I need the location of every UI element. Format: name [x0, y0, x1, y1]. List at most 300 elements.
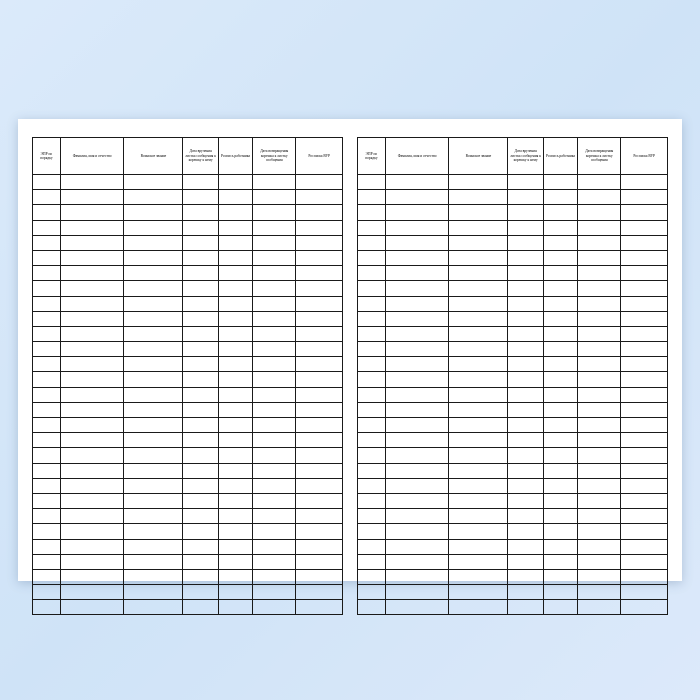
- table-cell[interactable]: [578, 509, 621, 524]
- table-cell[interactable]: [218, 387, 252, 402]
- table-cell[interactable]: [218, 554, 252, 569]
- table-cell[interactable]: [543, 524, 577, 539]
- table-cell[interactable]: [124, 266, 183, 281]
- table-cell[interactable]: [578, 448, 621, 463]
- table-cell[interactable]: [385, 235, 449, 250]
- table-row[interactable]: [358, 311, 668, 326]
- table-cell[interactable]: [296, 387, 343, 402]
- table-cell[interactable]: [543, 372, 577, 387]
- table-row[interactable]: [358, 448, 668, 463]
- table-cell[interactable]: [253, 524, 296, 539]
- table-cell[interactable]: [358, 433, 386, 448]
- table-row[interactable]: [358, 266, 668, 281]
- table-cell[interactable]: [449, 433, 508, 448]
- table-cell[interactable]: [578, 402, 621, 417]
- table-cell[interactable]: [253, 296, 296, 311]
- table-cell[interactable]: [60, 326, 124, 341]
- table-cell[interactable]: [621, 539, 668, 554]
- table-cell[interactable]: [449, 418, 508, 433]
- table-cell[interactable]: [543, 311, 577, 326]
- table-cell[interactable]: [33, 600, 61, 615]
- table-cell[interactable]: [60, 554, 124, 569]
- table-row[interactable]: [358, 326, 668, 341]
- table-cell[interactable]: [218, 281, 252, 296]
- table-cell[interactable]: [218, 326, 252, 341]
- table-cell[interactable]: [508, 235, 544, 250]
- table-cell[interactable]: [621, 357, 668, 372]
- table-cell[interactable]: [218, 250, 252, 265]
- table-cell[interactable]: [578, 539, 621, 554]
- table-cell[interactable]: [543, 493, 577, 508]
- table-cell[interactable]: [218, 433, 252, 448]
- table-cell[interactable]: [449, 175, 508, 190]
- table-cell[interactable]: [218, 600, 252, 615]
- table-cell[interactable]: [358, 190, 386, 205]
- table-cell[interactable]: [508, 326, 544, 341]
- table-cell[interactable]: [385, 554, 449, 569]
- table-cell[interactable]: [33, 463, 61, 478]
- table-row[interactable]: [33, 266, 343, 281]
- table-cell[interactable]: [124, 175, 183, 190]
- table-cell[interactable]: [449, 357, 508, 372]
- table-cell[interactable]: [183, 205, 219, 220]
- table-row[interactable]: [358, 342, 668, 357]
- table-cell[interactable]: [33, 235, 61, 250]
- table-cell[interactable]: [124, 493, 183, 508]
- table-cell[interactable]: [253, 250, 296, 265]
- table-cell[interactable]: [253, 357, 296, 372]
- table-row[interactable]: [358, 402, 668, 417]
- table-cell[interactable]: [385, 448, 449, 463]
- table-cell[interactable]: [385, 205, 449, 220]
- table-cell[interactable]: [508, 357, 544, 372]
- table-cell[interactable]: [358, 509, 386, 524]
- table-row[interactable]: [33, 569, 343, 584]
- table-cell[interactable]: [621, 524, 668, 539]
- table-row[interactable]: [33, 175, 343, 190]
- table-cell[interactable]: [578, 190, 621, 205]
- table-row[interactable]: [33, 387, 343, 402]
- table-cell[interactable]: [183, 524, 219, 539]
- table-cell[interactable]: [33, 387, 61, 402]
- table-cell[interactable]: [578, 357, 621, 372]
- table-cell[interactable]: [385, 175, 449, 190]
- table-cell[interactable]: [449, 266, 508, 281]
- table-cell[interactable]: [183, 478, 219, 493]
- table-cell[interactable]: [449, 600, 508, 615]
- table-cell[interactable]: [60, 296, 124, 311]
- table-cell[interactable]: [621, 296, 668, 311]
- table-cell[interactable]: [578, 554, 621, 569]
- table-cell[interactable]: [183, 585, 219, 600]
- table-row[interactable]: [33, 296, 343, 311]
- table-cell[interactable]: [296, 296, 343, 311]
- table-cell[interactable]: [124, 448, 183, 463]
- table-cell[interactable]: [33, 493, 61, 508]
- table-cell[interactable]: [385, 509, 449, 524]
- table-cell[interactable]: [183, 326, 219, 341]
- table-cell[interactable]: [449, 372, 508, 387]
- table-row[interactable]: [33, 433, 343, 448]
- table-cell[interactable]: [124, 387, 183, 402]
- table-cell[interactable]: [124, 311, 183, 326]
- table-cell[interactable]: [296, 190, 343, 205]
- table-row[interactable]: [33, 342, 343, 357]
- table-cell[interactable]: [385, 266, 449, 281]
- table-cell[interactable]: [508, 448, 544, 463]
- table-cell[interactable]: [543, 585, 577, 600]
- table-cell[interactable]: [578, 493, 621, 508]
- table-cell[interactable]: [183, 418, 219, 433]
- table-cell[interactable]: [508, 600, 544, 615]
- table-cell[interactable]: [296, 418, 343, 433]
- table-cell[interactable]: [385, 250, 449, 265]
- table-cell[interactable]: [543, 402, 577, 417]
- table-cell[interactable]: [508, 569, 544, 584]
- table-cell[interactable]: [578, 600, 621, 615]
- table-cell[interactable]: [296, 372, 343, 387]
- table-cell[interactable]: [578, 266, 621, 281]
- table-cell[interactable]: [183, 235, 219, 250]
- table-cell[interactable]: [60, 205, 124, 220]
- table-cell[interactable]: [124, 569, 183, 584]
- table-cell[interactable]: [508, 524, 544, 539]
- table-row[interactable]: [33, 326, 343, 341]
- table-cell[interactable]: [508, 387, 544, 402]
- table-row[interactable]: [358, 418, 668, 433]
- table-cell[interactable]: [183, 190, 219, 205]
- table-cell[interactable]: [218, 569, 252, 584]
- table-cell[interactable]: [578, 205, 621, 220]
- table-cell[interactable]: [124, 296, 183, 311]
- table-cell[interactable]: [296, 326, 343, 341]
- table-cell[interactable]: [124, 281, 183, 296]
- table-cell[interactable]: [218, 296, 252, 311]
- table-cell[interactable]: [296, 357, 343, 372]
- table-cell[interactable]: [385, 402, 449, 417]
- table-cell[interactable]: [449, 342, 508, 357]
- table-cell[interactable]: [253, 433, 296, 448]
- table-cell[interactable]: [33, 478, 61, 493]
- table-cell[interactable]: [358, 585, 386, 600]
- table-row[interactable]: [358, 205, 668, 220]
- table-cell[interactable]: [218, 493, 252, 508]
- table-cell[interactable]: [183, 220, 219, 235]
- table-cell[interactable]: [621, 190, 668, 205]
- table-cell[interactable]: [578, 342, 621, 357]
- table-cell[interactable]: [621, 342, 668, 357]
- table-cell[interactable]: [253, 387, 296, 402]
- table-cell[interactable]: [543, 342, 577, 357]
- table-cell[interactable]: [621, 205, 668, 220]
- table-cell[interactable]: [60, 493, 124, 508]
- table-cell[interactable]: [578, 296, 621, 311]
- table-cell[interactable]: [296, 205, 343, 220]
- table-cell[interactable]: [33, 569, 61, 584]
- table-cell[interactable]: [183, 387, 219, 402]
- table-cell[interactable]: [358, 463, 386, 478]
- table-cell[interactable]: [449, 539, 508, 554]
- table-cell[interactable]: [358, 326, 386, 341]
- table-cell[interactable]: [253, 402, 296, 417]
- table-cell[interactable]: [253, 600, 296, 615]
- table-cell[interactable]: [33, 205, 61, 220]
- table-row[interactable]: [33, 585, 343, 600]
- table-cell[interactable]: [296, 433, 343, 448]
- table-cell[interactable]: [449, 281, 508, 296]
- table-cell[interactable]: [358, 493, 386, 508]
- table-cell[interactable]: [385, 190, 449, 205]
- table-cell[interactable]: [296, 600, 343, 615]
- table-cell[interactable]: [124, 357, 183, 372]
- table-cell[interactable]: [253, 281, 296, 296]
- table-row[interactable]: [358, 554, 668, 569]
- table-cell[interactable]: [60, 585, 124, 600]
- table-cell[interactable]: [60, 357, 124, 372]
- table-cell[interactable]: [33, 418, 61, 433]
- table-cell[interactable]: [578, 524, 621, 539]
- table-cell[interactable]: [253, 266, 296, 281]
- table-cell[interactable]: [33, 326, 61, 341]
- table-cell[interactable]: [621, 281, 668, 296]
- table-cell[interactable]: [508, 585, 544, 600]
- table-row[interactable]: [358, 372, 668, 387]
- table-cell[interactable]: [60, 372, 124, 387]
- table-cell[interactable]: [183, 311, 219, 326]
- table-cell[interactable]: [621, 372, 668, 387]
- table-cell[interactable]: [543, 600, 577, 615]
- table-cell[interactable]: [296, 220, 343, 235]
- table-cell[interactable]: [621, 448, 668, 463]
- table-cell[interactable]: [183, 281, 219, 296]
- table-cell[interactable]: [124, 600, 183, 615]
- table-cell[interactable]: [33, 539, 61, 554]
- table-cell[interactable]: [296, 539, 343, 554]
- table-cell[interactable]: [508, 418, 544, 433]
- table-cell[interactable]: [358, 281, 386, 296]
- table-cell[interactable]: [543, 326, 577, 341]
- table-cell[interactable]: [33, 250, 61, 265]
- table-cell[interactable]: [183, 372, 219, 387]
- table-cell[interactable]: [60, 266, 124, 281]
- table-cell[interactable]: [218, 235, 252, 250]
- table-cell[interactable]: [60, 190, 124, 205]
- table-cell[interactable]: [508, 493, 544, 508]
- table-cell[interactable]: [621, 493, 668, 508]
- table-cell[interactable]: [358, 266, 386, 281]
- table-cell[interactable]: [508, 266, 544, 281]
- table-cell[interactable]: [358, 250, 386, 265]
- table-cell[interactable]: [578, 585, 621, 600]
- table-cell[interactable]: [33, 190, 61, 205]
- table-cell[interactable]: [578, 220, 621, 235]
- table-cell[interactable]: [621, 311, 668, 326]
- table-cell[interactable]: [449, 585, 508, 600]
- table-cell[interactable]: [253, 342, 296, 357]
- table-cell[interactable]: [60, 311, 124, 326]
- table-cell[interactable]: [543, 554, 577, 569]
- table-row[interactable]: [33, 357, 343, 372]
- table-row[interactable]: [33, 281, 343, 296]
- table-cell[interactable]: [508, 205, 544, 220]
- table-cell[interactable]: [578, 478, 621, 493]
- table-cell[interactable]: [621, 554, 668, 569]
- table-cell[interactable]: [60, 478, 124, 493]
- table-cell[interactable]: [124, 205, 183, 220]
- table-cell[interactable]: [449, 569, 508, 584]
- table-row[interactable]: [358, 509, 668, 524]
- table-cell[interactable]: [33, 175, 61, 190]
- table-cell[interactable]: [60, 600, 124, 615]
- table-cell[interactable]: [543, 418, 577, 433]
- table-cell[interactable]: [621, 433, 668, 448]
- table-cell[interactable]: [60, 250, 124, 265]
- table-row[interactable]: [33, 418, 343, 433]
- table-cell[interactable]: [358, 220, 386, 235]
- table-cell[interactable]: [253, 205, 296, 220]
- table-cell[interactable]: [296, 311, 343, 326]
- table-cell[interactable]: [183, 250, 219, 265]
- table-cell[interactable]: [449, 250, 508, 265]
- table-cell[interactable]: [296, 509, 343, 524]
- table-row[interactable]: [33, 220, 343, 235]
- table-row[interactable]: [33, 250, 343, 265]
- table-cell[interactable]: [385, 296, 449, 311]
- table-cell[interactable]: [253, 554, 296, 569]
- table-cell[interactable]: [253, 478, 296, 493]
- table-cell[interactable]: [358, 539, 386, 554]
- table-cell[interactable]: [385, 493, 449, 508]
- table-cell[interactable]: [33, 281, 61, 296]
- table-cell[interactable]: [183, 554, 219, 569]
- table-cell[interactable]: [253, 372, 296, 387]
- table-cell[interactable]: [218, 539, 252, 554]
- table-cell[interactable]: [578, 372, 621, 387]
- table-cell[interactable]: [183, 357, 219, 372]
- table-row[interactable]: [358, 190, 668, 205]
- table-cell[interactable]: [385, 585, 449, 600]
- table-cell[interactable]: [296, 402, 343, 417]
- table-cell[interactable]: [621, 418, 668, 433]
- table-cell[interactable]: [449, 220, 508, 235]
- table-cell[interactable]: [578, 235, 621, 250]
- table-cell[interactable]: [449, 493, 508, 508]
- table-cell[interactable]: [543, 387, 577, 402]
- table-cell[interactable]: [296, 463, 343, 478]
- table-cell[interactable]: [253, 448, 296, 463]
- table-row[interactable]: [358, 281, 668, 296]
- table-cell[interactable]: [385, 372, 449, 387]
- table-cell[interactable]: [543, 569, 577, 584]
- table-cell[interactable]: [543, 448, 577, 463]
- table-row[interactable]: [33, 554, 343, 569]
- table-cell[interactable]: [621, 250, 668, 265]
- table-cell[interactable]: [358, 372, 386, 387]
- table-cell[interactable]: [449, 554, 508, 569]
- table-cell[interactable]: [124, 250, 183, 265]
- table-cell[interactable]: [508, 478, 544, 493]
- table-cell[interactable]: [358, 524, 386, 539]
- table-cell[interactable]: [60, 235, 124, 250]
- table-cell[interactable]: [218, 311, 252, 326]
- table-cell[interactable]: [543, 539, 577, 554]
- table-cell[interactable]: [385, 326, 449, 341]
- table-cell[interactable]: [508, 463, 544, 478]
- table-cell[interactable]: [578, 311, 621, 326]
- table-cell[interactable]: [358, 311, 386, 326]
- table-cell[interactable]: [253, 585, 296, 600]
- table-cell[interactable]: [60, 539, 124, 554]
- table-cell[interactable]: [508, 509, 544, 524]
- table-cell[interactable]: [296, 235, 343, 250]
- table-row[interactable]: [33, 600, 343, 615]
- table-cell[interactable]: [543, 250, 577, 265]
- table-cell[interactable]: [578, 569, 621, 584]
- table-cell[interactable]: [385, 433, 449, 448]
- table-cell[interactable]: [296, 175, 343, 190]
- table-cell[interactable]: [296, 585, 343, 600]
- table-cell[interactable]: [124, 418, 183, 433]
- table-cell[interactable]: [60, 509, 124, 524]
- table-cell[interactable]: [218, 524, 252, 539]
- table-cell[interactable]: [358, 387, 386, 402]
- table-cell[interactable]: [449, 296, 508, 311]
- table-cell[interactable]: [621, 387, 668, 402]
- table-cell[interactable]: [33, 311, 61, 326]
- table-cell[interactable]: [218, 402, 252, 417]
- table-cell[interactable]: [218, 418, 252, 433]
- table-row[interactable]: [358, 524, 668, 539]
- table-cell[interactable]: [60, 569, 124, 584]
- table-cell[interactable]: [385, 463, 449, 478]
- table-row[interactable]: [358, 569, 668, 584]
- table-cell[interactable]: [543, 220, 577, 235]
- table-cell[interactable]: [449, 509, 508, 524]
- table-cell[interactable]: [508, 539, 544, 554]
- table-cell[interactable]: [358, 569, 386, 584]
- table-cell[interactable]: [358, 296, 386, 311]
- table-cell[interactable]: [183, 600, 219, 615]
- table-row[interactable]: [33, 372, 343, 387]
- table-cell[interactable]: [358, 235, 386, 250]
- table-cell[interactable]: [218, 448, 252, 463]
- table-cell[interactable]: [253, 311, 296, 326]
- table-cell[interactable]: [385, 220, 449, 235]
- table-cell[interactable]: [621, 326, 668, 341]
- table-cell[interactable]: [621, 585, 668, 600]
- table-row[interactable]: [358, 220, 668, 235]
- table-cell[interactable]: [385, 418, 449, 433]
- table-cell[interactable]: [253, 190, 296, 205]
- table-cell[interactable]: [358, 554, 386, 569]
- table-cell[interactable]: [124, 342, 183, 357]
- table-cell[interactable]: [296, 478, 343, 493]
- table-cell[interactable]: [218, 509, 252, 524]
- table-cell[interactable]: [124, 585, 183, 600]
- table-cell[interactable]: [621, 463, 668, 478]
- table-cell[interactable]: [543, 463, 577, 478]
- table-cell[interactable]: [449, 524, 508, 539]
- table-cell[interactable]: [183, 463, 219, 478]
- table-cell[interactable]: [218, 372, 252, 387]
- table-row[interactable]: [33, 478, 343, 493]
- table-cell[interactable]: [621, 509, 668, 524]
- table-row[interactable]: [33, 190, 343, 205]
- table-cell[interactable]: [124, 326, 183, 341]
- table-cell[interactable]: [183, 509, 219, 524]
- table-cell[interactable]: [253, 175, 296, 190]
- table-cell[interactable]: [218, 266, 252, 281]
